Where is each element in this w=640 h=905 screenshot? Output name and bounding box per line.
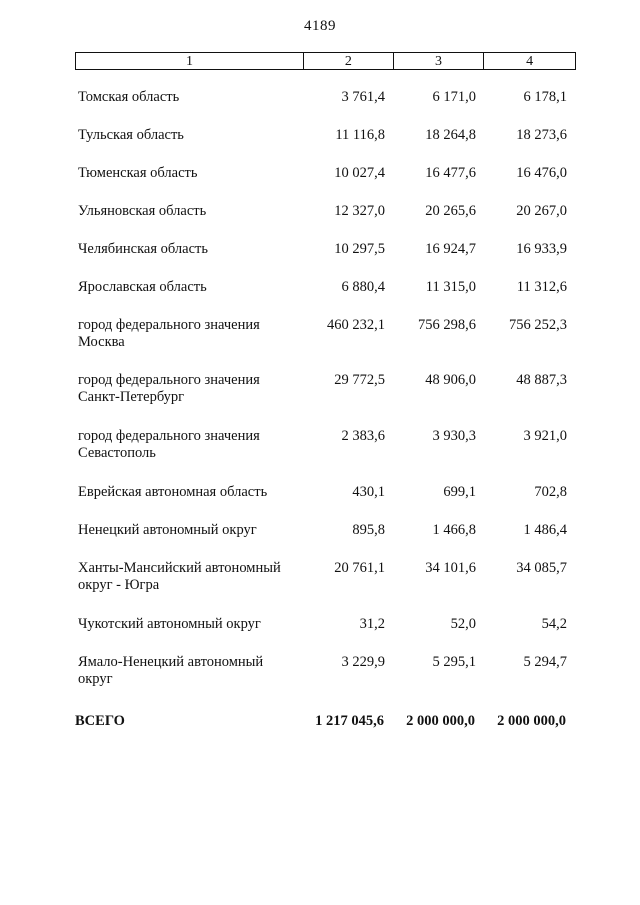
region-name: Ненецкий автономный округ [78,522,257,538]
value-col-2: 2 383,6 [341,428,385,444]
value-col-2: 3 229,9 [341,654,385,670]
value-col-2: 31,2 [359,616,385,632]
value-col-4: 3 921,0 [523,428,567,444]
value-col-4: 48 887,3 [516,372,567,388]
value-col-2: 10 297,5 [334,241,385,257]
value-col-3: 6 171,0 [432,89,476,105]
total-label: ВСЕГО [75,713,125,729]
value-col-4: 11 312,6 [516,279,567,295]
table-row [75,560,576,594]
value-col-3: 3 930,3 [432,428,476,444]
table-row [75,279,576,296]
table-row [75,616,576,633]
value-col-3: 756 298,6 [418,317,476,333]
value-col-4: 5 294,7 [523,654,567,670]
value-col-2: 11 116,8 [335,127,385,143]
region-name: Томская область [78,89,180,105]
value-col-4: 1 486,4 [523,522,567,538]
value-col-3: 34 101,6 [425,560,476,576]
value-col-2: 20 761,1 [334,560,385,576]
table-row [75,203,576,220]
region-name: город федерального значения Санкт-Петербург [78,372,260,405]
total-col-2: 1 217 045,6 [315,713,384,729]
value-col-2: 12 327,0 [334,203,385,219]
column-header-2: 2 [304,53,394,69]
value-col-3: 20 265,6 [425,203,476,219]
table-row [75,127,576,144]
region-name: город федерального значения Севастополь [78,428,260,461]
value-col-4: 54,2 [541,616,567,632]
table-row [75,165,576,182]
value-col-4: 18 273,6 [516,127,567,143]
region-name: Чукотский автономный округ [78,616,261,632]
region-name: Ярославская область [78,279,207,295]
value-col-4: 20 267,0 [516,203,567,219]
total-col-4: 2 000 000,0 [497,713,566,729]
budget-table [75,52,576,729]
value-col-3: 52,0 [450,616,476,632]
value-col-3: 18 264,8 [425,127,476,143]
value-col-4: 6 178,1 [523,89,567,105]
value-col-2: 895,8 [352,522,385,538]
region-name: Ульяновская область [78,203,207,219]
value-col-2: 3 761,4 [341,89,385,105]
value-col-3: 699,1 [443,484,476,500]
region-name: Ямало-Ненецкий автономный округ [78,654,264,687]
value-col-3: 1 466,8 [432,522,476,538]
region-name: Ханты-Мансийский автономный округ - Югра [78,560,281,593]
value-col-4: 16 933,9 [516,241,567,257]
page-number: 4189 [304,18,336,34]
total-row [75,713,576,730]
region-name: Тюменская область [78,165,198,181]
value-col-3: 48 906,0 [425,372,476,388]
region-name: Еврейская автономная область [78,484,268,500]
value-col-4: 756 252,3 [509,317,567,333]
value-col-2: 430,1 [352,484,385,500]
value-col-4: 702,8 [534,484,567,500]
value-col-3: 11 315,0 [425,279,476,295]
column-header-1: 1 [76,53,304,69]
column-header-3: 3 [394,53,485,69]
total-col-3: 2 000 000,0 [406,713,475,729]
value-col-3: 16 477,6 [425,165,476,181]
region-name: Тульская область [78,127,184,143]
table-row [75,241,576,258]
column-header-4: 4 [526,54,534,69]
value-col-4: 16 476,0 [516,165,567,181]
table-row [75,372,576,406]
table-row [75,428,576,462]
table-row [75,89,576,106]
value-col-3: 16 924,7 [425,241,476,257]
value-col-3: 5 295,1 [432,654,476,670]
table-row [75,317,576,351]
value-col-4: 34 085,7 [516,560,567,576]
table-header-row [75,52,576,70]
table-row [75,484,576,501]
region-name: Челябинская область [78,241,208,257]
table-row [75,654,576,688]
value-col-2: 10 027,4 [334,165,385,181]
table-row [75,522,576,539]
region-name: город федерального значения Москва [78,317,260,350]
value-col-2: 29 772,5 [334,372,385,388]
value-col-2: 460 232,1 [327,317,385,333]
value-col-2: 6 880,4 [341,279,385,295]
